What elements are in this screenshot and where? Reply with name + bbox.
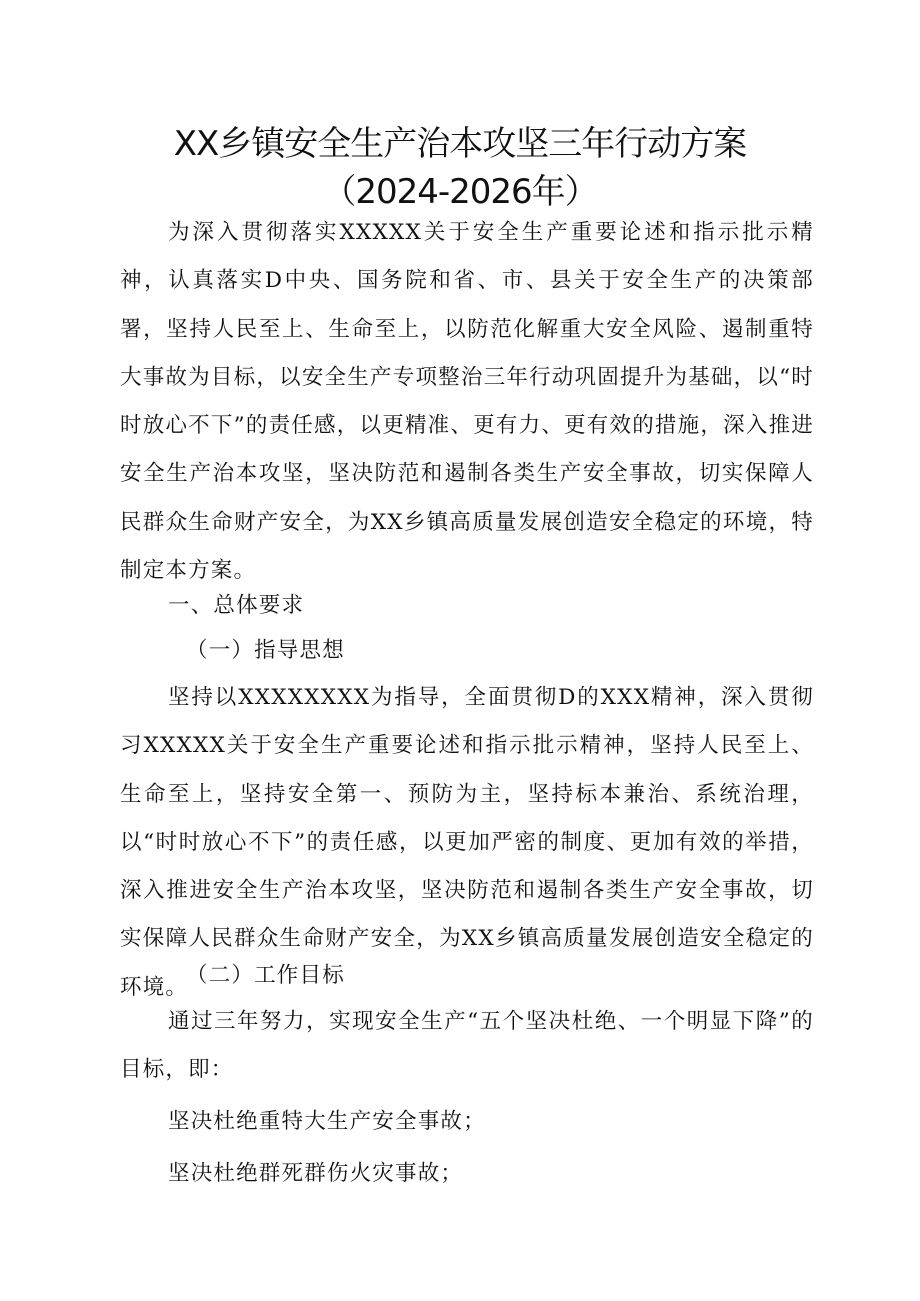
goal-item: 坚决杜绝重特大生产安全事故； (168, 1109, 486, 1134)
subsection-heading-work-goals: （二）工作目标 (186, 963, 345, 988)
work-goals-paragraph: 通过三年努力，实现安全生产“五个坚决杜绝、一个明显下降”的目标，即： (120, 1009, 814, 1083)
document-subtitle-years: （2024-2026年） (322, 172, 598, 212)
guiding-ideology-paragraph: 坚持以XXXXXXXX为指导，全面贯彻D的XXX精神，深入贯彻习XXXXX关于安全生产重要论述和指示批示精神，坚持人民至上、生命至上，坚持安全第一、预防为主，坚持标本兼治、系统治理，以“时时放心不下”的责任感，以更加严密的制度、更加有效的举措，深入推进安全生产治本攻坚，坚决防范和遏制各类生产安全事故，切实保障人民群众生命财产安全，为XX乡镇高质量发展创造安全稳定的环境。 (120, 685, 814, 1000)
document-title: XX乡镇安全生产治本攻坚三年行动方案 (173, 124, 747, 164)
goal-item: 坚决杜绝群死群伤火灾事故； (168, 1161, 464, 1186)
subsection-heading-guiding-ideology: （一）指导思想 (186, 638, 345, 663)
section-heading-general-requirements: 一、总体要求 (168, 593, 305, 618)
intro-paragraph: 为深入贯彻落实XXXXX关于安全生产重要论述和指示批示精神，认真落实D中央、国务院和省、市、县关于安全生产的决策部署，坚持人民至上、生命至上，以防范化解重大安全风险、遏制重特大事故为目标，以安全生产专项整治三年行动巩固提升为基础，以“时时放心不下”的责任感，以更精准、更有力、更有效的措施，深入推进安全生产治本攻坚，坚决防范和遏制各类生产安全事故，切实保障人民群众生命财产安全，为XX乡镇高质量发展创造安全稳定的环境，特制定本方案。 (120, 220, 814, 584)
